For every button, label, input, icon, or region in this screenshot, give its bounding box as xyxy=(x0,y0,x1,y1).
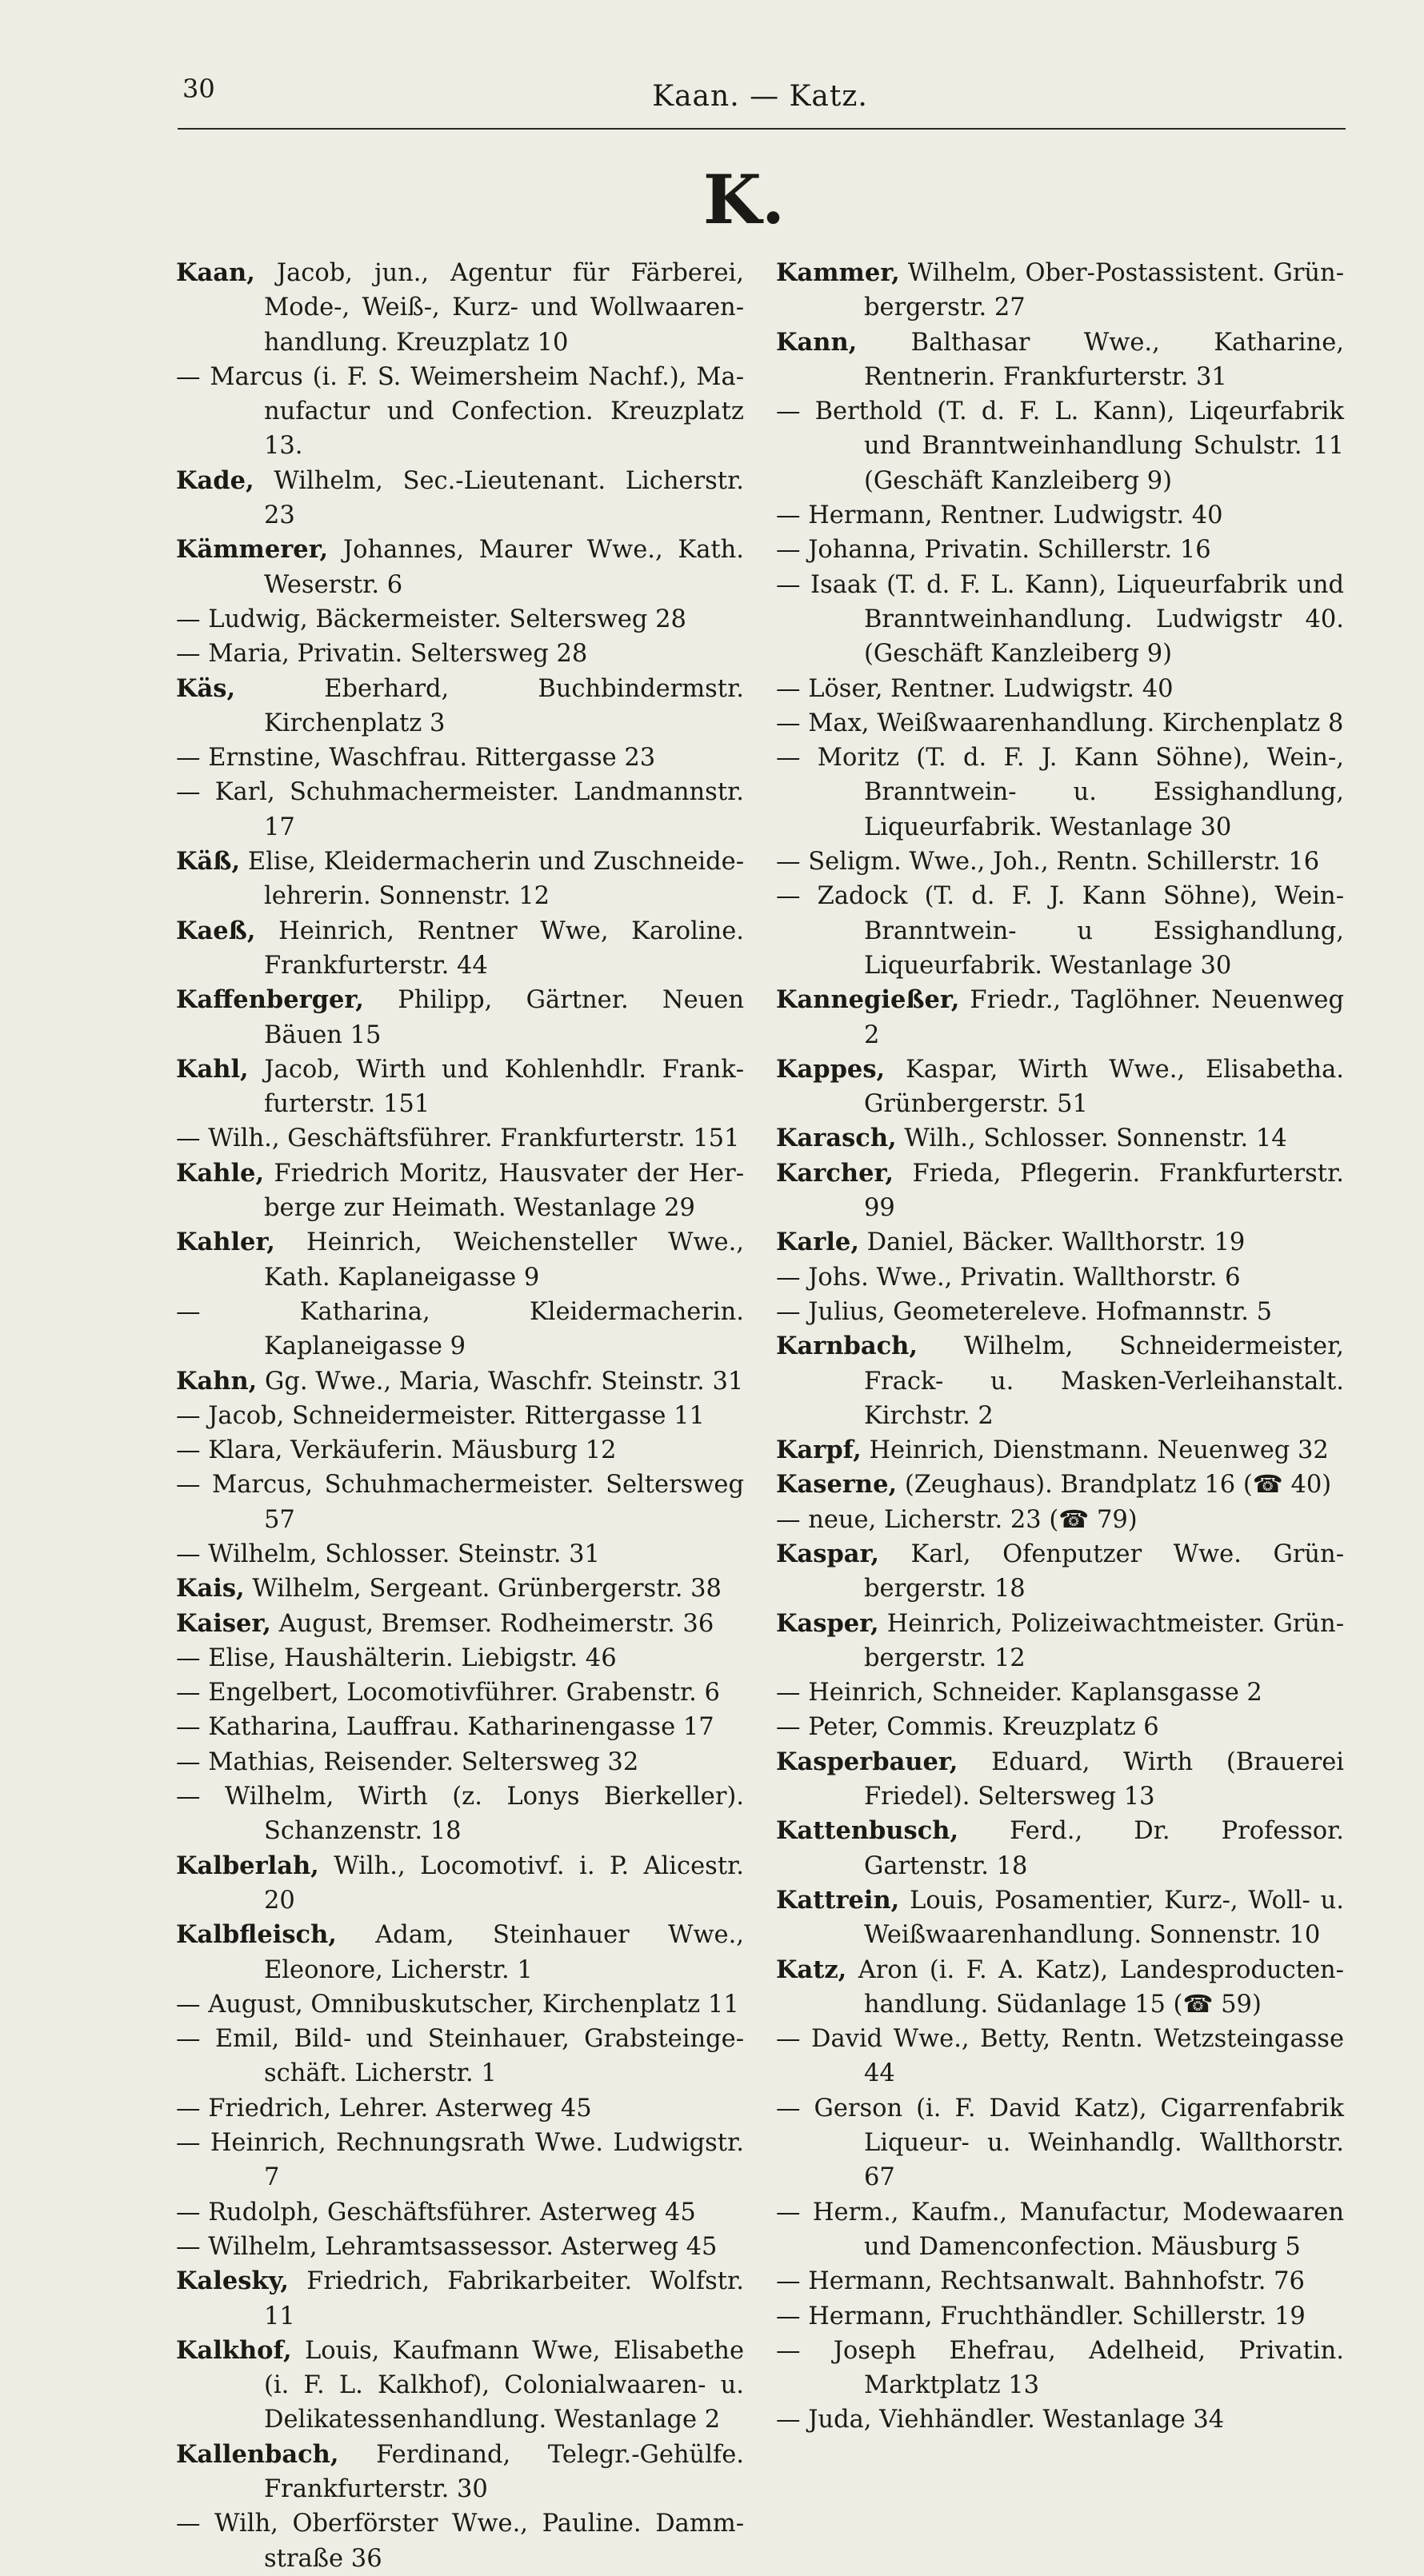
left-column xyxy=(176,256,744,2576)
entry-details: — Juda, Viehhändler. Westanlage 34 xyxy=(776,2406,1225,2434)
directory-entry xyxy=(176,1121,744,1156)
directory-entry xyxy=(176,2506,744,2576)
directory-entry xyxy=(176,2334,744,2438)
entry-details: — Marcus (i. F. S. Weimersheim Nachf.), Manufactur und Confection. Kreuzplatz 13. xyxy=(176,362,744,461)
directory-entry xyxy=(176,2195,744,2230)
page-number: 30 xyxy=(182,74,215,104)
entry-details: Louis, Posamentier, Kurz-, Woll- u. Weißwaarenhandlung. Sonnenstr. 10 xyxy=(864,1886,1344,1950)
directory-entry xyxy=(776,672,1344,706)
directory-entry xyxy=(776,325,1344,395)
directory-entry xyxy=(776,1675,1344,1710)
entry-details: — Hermann, Fruchthändler. Schillerstr. 19 xyxy=(776,2302,1306,2330)
directory-entry xyxy=(776,1433,1344,1468)
directory-entry xyxy=(176,1295,744,1364)
entry-surname: Kaiser, xyxy=(176,1608,271,1638)
directory-entry xyxy=(776,1814,1344,1883)
entry-details: Friedr., Taglöhner. Neuenweg 2 xyxy=(864,986,1344,1049)
directory-entry xyxy=(776,394,1344,498)
directory-entry xyxy=(176,1052,744,1122)
entry-details: — August, Omnibuskutscher, Kirchenplatz 11 xyxy=(176,1990,739,2019)
directory-entry xyxy=(776,1052,1344,1122)
directory-entry xyxy=(776,533,1344,567)
entry-details: — Klara, Verkäuferin. Mäusburg 12 xyxy=(176,1436,617,1465)
entry-details: Wilh., Locomotivf. i. P. Alicestr. 20 xyxy=(264,1851,745,1915)
directory-entry xyxy=(176,1987,744,2022)
directory-entry xyxy=(776,706,1344,741)
entry-surname: Kahl, xyxy=(176,1054,249,1084)
entry-details: — Herm., Kaufm., Manufactur, Modewaaren und Damenconfection. Mäusburg 5 xyxy=(776,2198,1344,2261)
entry-details: — Wilhelm, Schlosser. Steinstr. 31 xyxy=(176,1540,600,1568)
entry-surname: Kann, xyxy=(776,327,858,357)
entry-details: — Wilhelm, Wirth (z. Lonys Bierkeller). Schanzenstr. 18 xyxy=(176,1783,744,1846)
directory-entry xyxy=(176,1779,744,1849)
entry-details: — neue, Licherstr. 23 (☎ 79) xyxy=(776,1505,1138,1534)
entry-details: Philipp, Gärtner. Neuen Bäuen 15 xyxy=(264,986,745,1049)
entry-surname: Kalberlah, xyxy=(176,1851,319,1880)
entry-details: — Heinrich, Schneider. Kaplansgasse 2 xyxy=(776,1679,1262,1707)
entry-details: — Johanna, Privatin. Schillerstr. 16 xyxy=(776,536,1211,565)
entry-details: — Mathias, Reisender. Seltersweg 32 xyxy=(176,1747,639,1776)
entry-details: Heinrich, Dienstmann. Neuenweg 32 xyxy=(869,1436,1329,1465)
directory-entry xyxy=(776,2299,1344,2334)
entry-surname: Karasch, xyxy=(776,1124,897,1153)
directory-entry xyxy=(176,775,744,845)
entry-details: Balthasar Wwe., Katharine, Rentnerin. Frankfurterstr. 31 xyxy=(864,328,1344,391)
directory-entry xyxy=(776,1883,1344,1953)
directory-entry xyxy=(776,256,1344,325)
right-column xyxy=(776,256,1344,2438)
entry-details: — Ludwig, Bäckermeister. Seltersweg 28 xyxy=(176,605,686,633)
entry-surname: Kahler, xyxy=(176,1228,275,1257)
directory-entry xyxy=(776,1607,1344,1676)
entry-details: — Jacob, Schneidermeister. Rittergasse 11 xyxy=(176,1401,705,1430)
header-rule xyxy=(178,128,1346,130)
running-title: Kaan. — Katz. xyxy=(652,80,868,113)
directory-entry xyxy=(776,2334,1344,2403)
directory-entry xyxy=(176,672,744,741)
entry-details: Adam, Steinhauer Wwe., Eleonore, Licherstr. 1 xyxy=(264,1921,744,1984)
directory-entry xyxy=(176,360,744,464)
entry-surname: Kattenbusch, xyxy=(776,1816,959,1846)
entry-details: — Emil, Bild- und Steinhauer, Grabsteingeschäft. Licherstr. 1 xyxy=(176,2025,744,2088)
directory-entry xyxy=(776,2022,1344,2091)
entry-surname: Karnbach, xyxy=(776,1332,918,1361)
entry-details: Heinrich, Rentner Wwe, Karoline. Frankfurterstr. 44 xyxy=(264,917,744,980)
directory-entry xyxy=(176,1399,744,1433)
directory-entry xyxy=(176,983,744,1052)
directory-entry xyxy=(176,914,744,984)
directory-entry xyxy=(776,845,1344,879)
entry-details: Ferd., Dr. Professor. Gartenstr. 18 xyxy=(864,1817,1345,1880)
directory-entry xyxy=(176,1364,744,1399)
directory-entry xyxy=(776,741,1344,845)
directory-entry xyxy=(176,1156,744,1226)
entry-surname: Kalbfleisch, xyxy=(176,1920,337,1950)
directory-entry xyxy=(776,568,1344,672)
entry-details: Frieda, Pflegerin. Frankfurterstr. 99 xyxy=(864,1159,1344,1223)
entry-details: — Elise, Haushälterin. Liebigstr. 46 xyxy=(176,1643,617,1672)
directory-entry xyxy=(176,2230,744,2264)
directory-entry xyxy=(776,1225,1344,1260)
directory-entry xyxy=(776,1260,1344,1295)
entry-details: Wilhelm, Sergeant. Grünbergerstr. 38 xyxy=(252,1575,722,1604)
entry-details: — Hermann, Rechtsanwalt. Bahnhofstr. 76 xyxy=(776,2267,1305,2296)
entry-details: Louis, Kaufmann Wwe, Elisabethe (i. F. L. Kalkhof), Colonialwaaren- u. Delikatessenhandlung. Westanlage 2 xyxy=(264,2336,744,2434)
directory-entry xyxy=(776,2091,1344,2195)
entry-surname: Kasperbauer, xyxy=(776,1747,958,1776)
entry-details: — Joseph Ehefrau, Adelheid, Privatin. Marktplatz 13 xyxy=(776,2336,1344,2400)
directory-entry xyxy=(776,1745,1344,1815)
entry-details: Elise, Kleidermacherin und Zuschneidelehrerin. Sonnenstr. 12 xyxy=(247,848,744,911)
entry-surname: Kahn, xyxy=(176,1366,258,1396)
entry-surname: Kasper, xyxy=(776,1608,879,1638)
entry-details: — Johs. Wwe., Privatin. Wallthorstr. 6 xyxy=(776,1263,1241,1292)
directory-entry xyxy=(176,2022,744,2091)
entry-details: — Maria, Privatin. Seltersweg 28 xyxy=(176,640,588,669)
entry-details: — Heinrich, Rechnungsrath Wwe. Ludwigstr. 7 xyxy=(176,2129,744,2192)
directory-entry xyxy=(776,1121,1344,1156)
entry-details: Wilhelm, Sec.-Lieutenant. Licherstr. 23 xyxy=(264,466,744,530)
directory-entry xyxy=(776,2402,1344,2437)
entry-details: — Löser, Rentner. Ludwigstr. 40 xyxy=(776,674,1174,703)
entry-surname: Kais, xyxy=(176,1574,245,1604)
entry-surname: Karle, xyxy=(776,1228,859,1257)
entry-surname: Kaserne, xyxy=(776,1470,898,1500)
entry-details: Daniel, Bäcker. Wallthorstr. 19 xyxy=(866,1228,1246,1257)
entry-details: Jacob, Wirth und Kohlenhdlr. Frankfurterstr. 151 xyxy=(264,1055,745,1119)
entry-details: Wilhelm, Ober-Postassistent. Grünbergerstr. 27 xyxy=(864,259,1344,322)
section-letter: K. xyxy=(702,160,786,239)
entry-surname: Kaspar, xyxy=(776,1539,879,1568)
directory-entry xyxy=(176,1745,744,1779)
entry-surname: Käß, xyxy=(176,847,241,877)
directory-entry xyxy=(776,1329,1344,1433)
entry-details: — Max, Weißwaarenhandlung. Kirchenplatz 8 xyxy=(776,709,1344,737)
entry-details: — Julius, Geometereleve. Hofmannstr. 5 xyxy=(776,1297,1272,1326)
entry-surname: Karpf, xyxy=(776,1436,862,1465)
entry-surname: Kaeß, xyxy=(176,916,256,945)
directory-entry xyxy=(176,602,744,637)
directory-entry xyxy=(176,2264,744,2334)
directory-entry xyxy=(176,2091,744,2126)
directory-entry xyxy=(176,256,744,360)
entry-details: — Engelbert, Locomotivführer. Grabenstr. 6 xyxy=(176,1679,720,1707)
entry-surname: Kattrein, xyxy=(776,1885,900,1915)
entry-surname: Kämmerer, xyxy=(176,535,329,565)
entry-details: Aron (i. F. A. Katz), Landesproductenhandlung. Südanlage 15 (☎ 59) xyxy=(858,1955,1344,2019)
directory-entry xyxy=(776,1295,1344,1329)
entry-details: — Moritz (T. d. F. J. Kann Söhne), Wein-, Branntwein- u. Essighandlung, Liqueurfabrik. Westanlage 30 xyxy=(776,744,1344,841)
directory-entry xyxy=(776,2195,1344,2265)
entry-surname: Kalkhof, xyxy=(176,2335,292,2365)
entry-details: — Zadock (T. d. F. J. Kann Söhne), Wein- Branntwein- u Essighandlung, Liqueurfabrik. Westanlage 30 xyxy=(776,882,1344,980)
directory-entry xyxy=(776,1503,1344,1537)
entry-surname: Kappes, xyxy=(776,1054,886,1084)
directory-entry xyxy=(176,637,744,671)
entry-details: — Gerson (i. F. David Katz), Cigarrenfabrik Liqueur- u. Weinhandlg. Wallthorstr. 67 xyxy=(776,2094,1344,2192)
entry-surname: Katz, xyxy=(776,1955,847,1984)
entry-surname: Kammer, xyxy=(776,258,900,287)
entry-details: — Berthold (T. d. F. L. Kann), Liqeurfabrik und Branntweinhandlung Schulstr. 11 (Geschäft Kanzleiberg 9) xyxy=(776,397,1344,495)
directory-entry xyxy=(176,1572,744,1606)
directory-entry xyxy=(176,2126,744,2195)
directory-entry xyxy=(776,1537,1344,1607)
entry-details: — Wilh., Geschäftsführer. Frankfurterstr. 151 xyxy=(176,1124,740,1153)
directory-entry xyxy=(176,1710,744,1744)
entry-details: Heinrich, Polizeiwachtmeister. Grünbergerstr. 12 xyxy=(864,1609,1344,1672)
directory-entry xyxy=(176,1468,744,1537)
directory-entry xyxy=(176,1918,744,1987)
entry-details: Friedrich, Fabrikarbeiter. Wolfstr. 11 xyxy=(264,2267,744,2330)
entry-details: Kaspar, Wirth Wwe., Elisabetha. Grünbergerstr. 51 xyxy=(864,1055,1344,1119)
entry-surname: Kaffenberger, xyxy=(176,985,364,1015)
entry-details: — Friedrich, Lehrer. Asterweg 45 xyxy=(176,2094,592,2123)
directory-entry xyxy=(176,1641,744,1675)
directory-entry xyxy=(176,1433,744,1468)
directory-entry xyxy=(176,1225,744,1295)
directory-entry xyxy=(176,2438,744,2507)
entry-details: — Seligm. Wwe., Joh., Rentn. Schillerstr. 16 xyxy=(776,848,1320,877)
entry-surname: Kallenbach, xyxy=(176,2439,339,2469)
directory-entry xyxy=(776,983,1344,1052)
directory-entry xyxy=(176,1849,744,1919)
entry-details: Wilhelm, Schneidermeister, Frack- u. Masken-Verleihanstalt. Kirchstr. 2 xyxy=(864,1332,1344,1430)
entry-details: Eduard, Wirth (Brauerei Friedel). Seltersweg 13 xyxy=(864,1747,1344,1811)
entry-details: — Isaak (T. d. F. L. Kann), Liqueurfabrik und Branntweinhandlung. Ludwigstr 40. (Geschäft Kanzleiberg 9) xyxy=(776,570,1344,669)
entry-surname: Kaan, xyxy=(176,258,255,287)
directory-entry xyxy=(176,845,744,914)
entry-details: Heinrich, Weichensteller Wwe., Kath. Kaplaneigasse 9 xyxy=(264,1228,744,1292)
directory-entry xyxy=(776,1953,1344,2023)
entry-surname: Kannegießer, xyxy=(776,985,960,1015)
directory-entry xyxy=(176,1675,744,1710)
directory-entry xyxy=(776,1156,1344,1226)
entry-surname: Kalesky, xyxy=(176,2266,289,2296)
directory-entry xyxy=(776,2264,1344,2298)
directory-entry xyxy=(776,1468,1344,1502)
directory-entry xyxy=(176,533,744,602)
entry-surname: Kade, xyxy=(176,465,254,495)
directory-entry xyxy=(176,1607,744,1641)
entry-details: — Wilhelm, Lehramtsassessor. Asterweg 45 xyxy=(176,2232,718,2261)
entry-details: (Zeughaus). Brandplatz 16 (☎ 40) xyxy=(904,1471,1332,1500)
entry-surname: Kahle, xyxy=(176,1158,265,1188)
entry-details: Wilh., Schlosser. Sonnenstr. 14 xyxy=(904,1124,1287,1153)
entry-details: — David Wwe., Betty, Rentn. Wetzsteingasse 44 xyxy=(776,2025,1344,2088)
entry-details: — Katharina, Lauffrau. Katharinengasse 17 xyxy=(176,1713,714,1742)
entry-details: — Rudolph, Geschäftsführer. Asterweg 45 xyxy=(176,2198,696,2227)
entry-details: — Peter, Commis. Kreuzplatz 6 xyxy=(776,1713,1159,1742)
directory-entry xyxy=(776,1710,1344,1744)
entry-details: Ferdinand, Telegr.-Gehülfe. Frankfurterstr. 30 xyxy=(264,2440,744,2503)
entry-details: — Hermann, Rentner. Ludwigstr. 40 xyxy=(776,501,1223,530)
directory-entry xyxy=(176,464,744,533)
entry-details: Eberhard, Buchbindermstr. Kirchenplatz 3 xyxy=(264,674,744,737)
directory-entry xyxy=(176,741,744,775)
entry-details: — Wilh, Oberförster Wwe., Pauline. Dammstraße 36 xyxy=(176,2510,744,2573)
entry-details: Johannes, Maurer Wwe., Kath. Weserstr. 6 xyxy=(264,536,744,599)
entry-details: — Ernstine, Waschfrau. Rittergasse 23 xyxy=(176,744,656,773)
entry-surname: Käs, xyxy=(176,673,236,703)
entry-surname: Karcher, xyxy=(776,1158,894,1188)
entry-details: Jacob, jun., Agentur für Färberei, Mode-, Weiß-, Kurz- und Wollwaarenhandlung. Kreuzplatz 10 xyxy=(264,259,744,357)
directory-entry xyxy=(776,498,1344,533)
directory-entry xyxy=(176,1537,744,1572)
entry-details: — Katharina, Kleidermacherin. Kaplaneigasse 9 xyxy=(176,1297,744,1361)
entry-details: — Karl, Schuhmachermeister. Landmannstr. 17 xyxy=(176,778,744,841)
entry-details: Karl, Ofenputzer Wwe. Grünbergerstr. 18 xyxy=(864,1540,1345,1604)
entry-details: — Marcus, Schuhmachermeister. Seltersweg 57 xyxy=(176,1471,744,1534)
directory-entry xyxy=(776,879,1344,983)
entry-details: August, Bremser. Rodheimerstr. 36 xyxy=(278,1609,714,1638)
entry-details: Friedrich Moritz, Hausvater der Herberge zur Heimath. Westanlage 29 xyxy=(264,1159,744,1223)
entry-details: Gg. Wwe., Maria, Waschfr. Steinstr. 31 xyxy=(264,1367,744,1396)
